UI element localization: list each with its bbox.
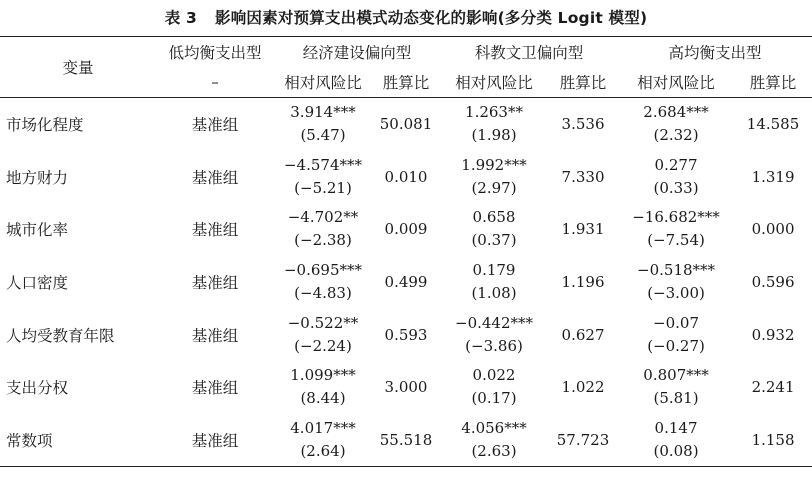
base-group-cell: 基准组 <box>191 116 239 135</box>
table-row <box>0 203 812 256</box>
high-z-value: (−3.00) <box>647 284 705 303</box>
edu-odds-ratio: 7.330 <box>561 167 605 186</box>
econ-rr-cell <box>274 151 372 204</box>
row-label: 人均受教育年限 <box>6 326 115 345</box>
edu-odds-ratio: 1.196 <box>561 273 605 292</box>
econ-odds-ratio: 0.010 <box>384 167 428 186</box>
high-z-value: (0.33) <box>653 178 699 197</box>
results-table <box>0 36 812 467</box>
econ-coefficient: −4.702** <box>287 208 359 227</box>
high-coefficient: 0.277 <box>654 155 698 174</box>
edu-z-value: (0.17) <box>471 389 517 408</box>
table-number: 表 3 <box>164 9 198 27</box>
high-rr-cell <box>618 151 734 204</box>
high-rr-cell <box>618 308 734 361</box>
base-group-cell: 基准组 <box>191 431 239 450</box>
econ-z-value: (8.44) <box>300 389 346 408</box>
group-header-base: 低均衡支出型 <box>168 44 262 62</box>
high-rr-cell <box>618 98 734 151</box>
edu-odds-ratio: 1.022 <box>561 378 605 397</box>
variable-header: 变量 <box>62 59 94 77</box>
edu-rr-cell <box>440 98 548 151</box>
table-row <box>0 414 812 467</box>
edu-z-value: (2.63) <box>471 441 517 460</box>
edu-coefficient: 1.263** <box>465 103 523 122</box>
econ-coefficient: 1.099*** <box>290 366 356 385</box>
edu-rr-cell <box>440 256 548 309</box>
table-title <box>0 6 812 28</box>
econ-odds-ratio: 0.593 <box>384 325 428 344</box>
high-coefficient: 2.684*** <box>643 103 709 122</box>
econ-rr-cell <box>274 414 372 467</box>
base-group-cell: 基准组 <box>191 221 239 240</box>
edu-coefficient: 1.992*** <box>461 155 527 174</box>
econ-coefficient: −4.574*** <box>283 155 362 174</box>
edu-coefficient: 0.658 <box>472 208 516 227</box>
econ-z-value: (5.47) <box>300 126 346 145</box>
econ-odds-ratio: 55.518 <box>379 430 433 449</box>
table-row <box>0 98 812 151</box>
econ-rr-header: 相对风险比 <box>284 74 362 92</box>
edu-z-value: (0.37) <box>471 231 517 250</box>
edu-rr-cell <box>440 308 548 361</box>
edu-or-header: 胜算比 <box>559 74 607 92</box>
edu-odds-ratio: 57.723 <box>556 430 610 449</box>
econ-coefficient: 3.914*** <box>290 103 356 122</box>
table-row <box>0 308 812 361</box>
econ-z-value: (2.64) <box>300 441 346 460</box>
high-z-value: (−7.54) <box>647 231 705 250</box>
edu-rr-cell <box>440 203 548 256</box>
table-row <box>0 151 812 204</box>
edu-z-value: (−3.86) <box>465 336 523 355</box>
base-group-cell: 基准组 <box>191 379 239 398</box>
edu-coefficient: 0.179 <box>472 261 516 280</box>
high-odds-ratio: 1.158 <box>751 430 795 449</box>
base-group-cell: 基准组 <box>191 274 239 293</box>
econ-rr-cell <box>274 203 372 256</box>
econ-z-value: (−4.83) <box>294 284 352 303</box>
edu-rr-cell <box>440 361 548 414</box>
edu-z-value: (1.08) <box>471 284 517 303</box>
high-or-header: 胜算比 <box>749 74 797 92</box>
econ-coefficient: −0.522** <box>287 313 359 332</box>
row-label: 城市化率 <box>6 221 69 240</box>
high-rr-cell <box>618 256 734 309</box>
table-row <box>0 256 812 309</box>
table-caption: 影响因素对预算支出模式动态变化的影响(多分类 Logit 模型) <box>215 9 648 27</box>
row-label: 地方财力 <box>6 168 69 187</box>
edu-odds-ratio: 1.931 <box>561 220 605 239</box>
econ-rr-cell <box>274 256 372 309</box>
high-coefficient: 0.147 <box>654 418 698 437</box>
high-odds-ratio: 14.585 <box>746 115 800 134</box>
edu-coefficient: −0.442*** <box>455 313 534 332</box>
header-row-groups <box>0 37 812 68</box>
row-label: 支出分权 <box>6 379 69 398</box>
base-group-cell: 基准组 <box>191 326 239 345</box>
edu-odds-ratio: 0.627 <box>561 325 605 344</box>
edu-odds-ratio: 3.536 <box>561 115 605 134</box>
row-label: 人口密度 <box>6 274 69 293</box>
edu-z-value: (1.98) <box>471 126 517 145</box>
econ-rr-cell <box>274 361 372 414</box>
econ-z-value: (−2.24) <box>294 336 352 355</box>
high-rr-cell <box>618 361 734 414</box>
high-odds-ratio: 0.000 <box>751 220 795 239</box>
edu-rr-header: 相对风险比 <box>455 74 533 92</box>
high-z-value: (0.08) <box>653 441 699 460</box>
row-label: 市场化程度 <box>6 116 84 135</box>
edu-z-value: (2.97) <box>471 178 517 197</box>
base-group-cell: 基准组 <box>191 168 239 187</box>
group-header-high: 高均衡支出型 <box>668 44 762 62</box>
group-header-econ: 经济建设偏向型 <box>302 44 412 62</box>
high-coefficient: 0.807*** <box>643 366 709 385</box>
econ-z-value: (−2.38) <box>294 231 352 250</box>
high-coefficient: −16.682*** <box>632 208 720 227</box>
econ-coefficient: −0.695*** <box>283 261 362 280</box>
high-rr-cell <box>618 414 734 467</box>
base-subheader: – <box>211 73 219 91</box>
high-odds-ratio: 0.932 <box>751 325 795 344</box>
econ-odds-ratio: 0.009 <box>384 220 428 239</box>
econ-z-value: (−5.21) <box>294 178 352 197</box>
edu-rr-cell <box>440 414 548 467</box>
high-odds-ratio: 0.596 <box>751 273 795 292</box>
econ-rr-cell <box>274 98 372 151</box>
econ-odds-ratio: 0.499 <box>384 273 428 292</box>
high-z-value: (−0.27) <box>647 336 705 355</box>
econ-odds-ratio: 50.081 <box>379 115 433 134</box>
econ-rr-cell <box>274 308 372 361</box>
high-rr-cell <box>618 203 734 256</box>
high-rr-header: 相对风险比 <box>637 74 715 92</box>
edu-coefficient: 0.022 <box>472 366 516 385</box>
econ-or-header: 胜算比 <box>382 74 430 92</box>
high-z-value: (5.81) <box>653 389 699 408</box>
row-label: 常数项 <box>6 431 53 450</box>
group-header-edu: 科教文卫偏向型 <box>474 44 584 62</box>
high-coefficient: −0.07 <box>653 313 700 332</box>
high-odds-ratio: 2.241 <box>751 378 795 397</box>
high-coefficient: −0.518*** <box>637 261 716 280</box>
econ-odds-ratio: 3.000 <box>384 378 428 397</box>
econ-coefficient: 4.017*** <box>290 418 356 437</box>
table-row <box>0 361 812 414</box>
edu-rr-cell <box>440 151 548 204</box>
high-odds-ratio: 1.319 <box>751 167 795 186</box>
edu-coefficient: 4.056*** <box>461 418 527 437</box>
high-z-value: (2.32) <box>653 126 699 145</box>
